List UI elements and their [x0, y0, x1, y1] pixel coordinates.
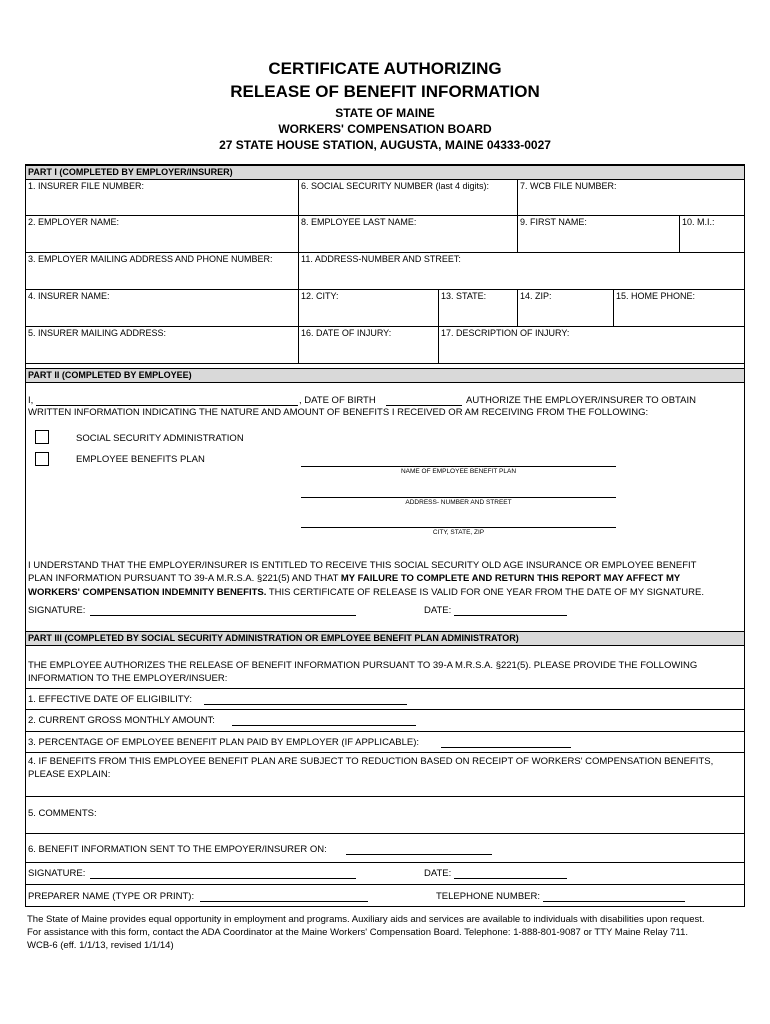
middle-initial-label: 10. M.I.:	[682, 217, 715, 227]
benefit-release-form	[25, 164, 745, 907]
employer-percentage-label: 3. PERCENTAGE OF EMPLOYEE BENEFIT PLAN PAID BY EMPLOYER (IF APPLICABLE):	[28, 737, 420, 748]
benefit-plan-name-line[interactable]	[301, 466, 616, 467]
employer-percentage-line[interactable]	[441, 747, 571, 748]
preparer-name-line[interactable]	[200, 901, 368, 902]
employee-street-label: 11. ADDRESS-NUMBER AND STREET:	[301, 254, 461, 264]
first-name-field[interactable]	[518, 216, 680, 253]
benefit-plan-city-caption: CITY, STATE, ZIP	[432, 529, 485, 536]
benefit-plan-city-line[interactable]	[301, 527, 616, 528]
insurer-file-number-field[interactable]	[26, 180, 299, 216]
gross-monthly-label: 2. CURRENT GROSS MONTHLY AMOUNT:	[28, 715, 215, 726]
insurer-mailing-address-field[interactable]	[26, 327, 299, 364]
part3-intro-2: INFORMATION TO THE EMPLOYER/INSUER:	[28, 673, 228, 684]
city-label: 12. CITY:	[301, 291, 339, 301]
wcb-file-number-field[interactable]	[518, 180, 744, 216]
middle-initial-field[interactable]	[680, 216, 744, 253]
state-field[interactable]	[439, 290, 518, 327]
eligibility-date-line[interactable]	[204, 704, 407, 705]
footer-form-id: WCB-6 (eff. 1/1/13, revised 1/1/14)	[27, 940, 174, 951]
understand-line-1: I UNDERSTAND THAT THE EMPLOYER/INSURER IS ENTITLED TO RECEIVE THIS SOCIAL SECURITY OLD AGE INSURANCE OR EMPLOYEE BENEFIT	[28, 560, 697, 571]
part2-signature-label: SIGNATURE:	[28, 605, 86, 616]
state-name: STATE OF MAINE	[335, 106, 435, 120]
insurer-file-number-label: 1. INSURER FILE NUMBER:	[28, 181, 145, 191]
insurer-name-field[interactable]	[26, 290, 299, 327]
i-label: I,	[28, 395, 34, 406]
employer-name-label: 2. EMPLOYER NAME:	[28, 217, 120, 227]
home-phone-label: 15. HOME PHONE:	[616, 291, 696, 301]
reduction-question-2: PLEASE EXPLAIN:	[28, 769, 111, 780]
preparer-name-label: PREPARER NAME (TYPE OR PRINT):	[28, 891, 195, 902]
divider	[26, 862, 744, 863]
ssn-last4-field[interactable]	[299, 180, 518, 216]
divider	[26, 833, 744, 834]
eligibility-date-label: 1. EFFECTIVE DATE OF ELIGIBILITY:	[28, 694, 193, 705]
dob-label: , DATE OF BIRTH	[299, 395, 376, 406]
title-line-2: RELEASE OF BENEFIT INFORMATION	[230, 82, 540, 101]
state-label: 13. STATE:	[441, 291, 487, 301]
wcb-file-number-label: 7. WCB FILE NUMBER:	[520, 181, 617, 191]
part2-date-label: DATE:	[424, 605, 452, 616]
understand-line-3a: WORKERS' COMPENSATION INDEMNITY BENEFITS.	[28, 587, 267, 598]
part3-date-label: DATE:	[424, 868, 452, 879]
ebp-checkbox[interactable]	[35, 452, 49, 466]
sent-on-line[interactable]	[346, 854, 492, 855]
zip-field[interactable]	[518, 290, 614, 327]
understand-line-2	[28, 572, 680, 585]
first-name-label: 9. FIRST NAME:	[520, 217, 587, 227]
date-of-injury-field[interactable]	[299, 327, 439, 364]
part3-intro-1: THE EMPLOYEE AUTHORIZES THE RELEASE OF BENEFIT INFORMATION PURSUANT TO 39-A M.R.S.A. §221(5). PLEASE PROVIDE THE FOLLOWING	[28, 660, 698, 671]
part2-date-line[interactable]	[454, 615, 567, 616]
divider	[26, 884, 744, 885]
part3-signature-line[interactable]	[90, 878, 356, 879]
benefit-plan-name-caption: NAME OF EMPLOYEE BENEFIT PLAN	[400, 468, 517, 475]
title-line-1: CERTIFICATE AUTHORIZING	[268, 59, 502, 78]
insurer-name-label: 4. INSURER NAME:	[28, 291, 110, 301]
part1-heading: PART I (COMPLETED BY EMPLOYER/INSURER)	[26, 165, 744, 180]
sent-on-label: 6. BENEFIT INFORMATION SENT TO THE EMPOYER/INSURER ON:	[28, 844, 327, 855]
authorize-text-2: WRITTEN INFORMATION INDICATING THE NATURE AND AMOUNT OF BENEFITS I RECEIVED OR AM RECEIVING FROM THE FOLLOWING:	[28, 407, 649, 418]
ssn-last4-label: 6. SOCIAL SECURITY NUMBER (last 4 digits):	[301, 181, 490, 191]
footer-equal-opportunity: The State of Maine provides equal opportunity in employment and programs. Auxiliary aids and services are available to individuals with disabilities upon request.	[27, 914, 705, 925]
divider	[26, 731, 744, 732]
telephone-label: TELEPHONE NUMBER:	[436, 891, 540, 902]
footer-ada-contact: For assistance with this form, contact the ADA Coordinator at the Maine Workers' Compensation Board. Telephone: 1-888-801-9087 or TTY Maine Relay 711.	[27, 927, 689, 938]
injury-description-field[interactable]	[439, 327, 744, 364]
city-field[interactable]	[299, 290, 439, 327]
divider	[26, 688, 744, 689]
board-address: 27 STATE HOUSE STATION, AUGUSTA, MAINE 04333-0027	[219, 138, 551, 152]
home-phone-field[interactable]	[614, 290, 744, 327]
board-name: WORKERS' COMPENSATION BOARD	[278, 122, 492, 136]
part3-date-line[interactable]	[454, 878, 567, 879]
understand-line-3b: THIS CERTIFICATE OF RELEASE IS VALID FOR ONE YEAR FROM THE DATE OF MY SIGNATURE.	[266, 587, 704, 598]
ssa-checkbox[interactable]	[35, 430, 49, 444]
employer-name-field[interactable]	[26, 216, 299, 253]
gross-monthly-line[interactable]	[232, 725, 416, 726]
employer-address-field[interactable]	[26, 253, 299, 290]
benefit-plan-address-caption: ADDRESS- NUMBER AND STREET	[405, 499, 512, 506]
insurer-mailing-address-label: 5. INSURER MAILING ADDRESS:	[28, 328, 167, 338]
zip-label: 14. ZIP:	[520, 291, 552, 301]
divider	[26, 752, 744, 753]
employee-last-name-field[interactable]	[299, 216, 518, 253]
part2-signature-line[interactable]	[90, 615, 356, 616]
part2-heading: PART II (COMPLETED BY EMPLOYEE)	[26, 368, 744, 383]
understand-line-3	[28, 586, 704, 599]
part3-signature-label: SIGNATURE:	[28, 868, 86, 879]
employee-last-name-label: 8. EMPLOYEE LAST NAME:	[301, 217, 417, 227]
understand-line-2b: MY FAILURE TO COMPLETE AND RETURN THIS REPORT MAY AFFECT MY	[340, 573, 681, 584]
benefit-plan-address-line[interactable]	[301, 497, 616, 498]
ebp-option-label: EMPLOYEE BENEFITS PLAN	[76, 454, 205, 465]
comments-label: 5. COMMENTS:	[28, 808, 97, 819]
understand-line-2a: PLAN INFORMATION PURSUANT TO 39-A M.R.S.A. §221(5) AND THAT	[28, 573, 341, 584]
employee-street-field[interactable]	[299, 253, 744, 290]
employer-address-label: 3. EMPLOYER MAILING ADDRESS AND PHONE NUMBER:	[28, 254, 273, 264]
telephone-line[interactable]	[543, 901, 685, 902]
reduction-question-1: 4. IF BENEFITS FROM THIS EMPLOYEE BENEFIT PLAN ARE SUBJECT TO REDUCTION BASED ON RECEIPT OF WORKERS' COMPENSATION BENEFITS,	[28, 756, 714, 767]
ssa-option-label: SOCIAL SECURITY ADMINISTRATION	[76, 433, 244, 444]
part3-heading: PART III (COMPLETED BY SOCIAL SECURITY ADMINISTRATION OR EMPLOYEE BENEFIT PLAN ADMINISTRATOR)	[26, 631, 744, 646]
injury-description-label: 17. DESCRIPTION OF INJURY:	[441, 328, 570, 338]
divider	[26, 796, 744, 797]
divider	[26, 709, 744, 710]
authorize-text: AUTHORIZE THE EMPLOYER/INSURER TO OBTAIN	[466, 395, 696, 406]
date-of-injury-label: 16. DATE OF INJURY:	[301, 328, 392, 338]
